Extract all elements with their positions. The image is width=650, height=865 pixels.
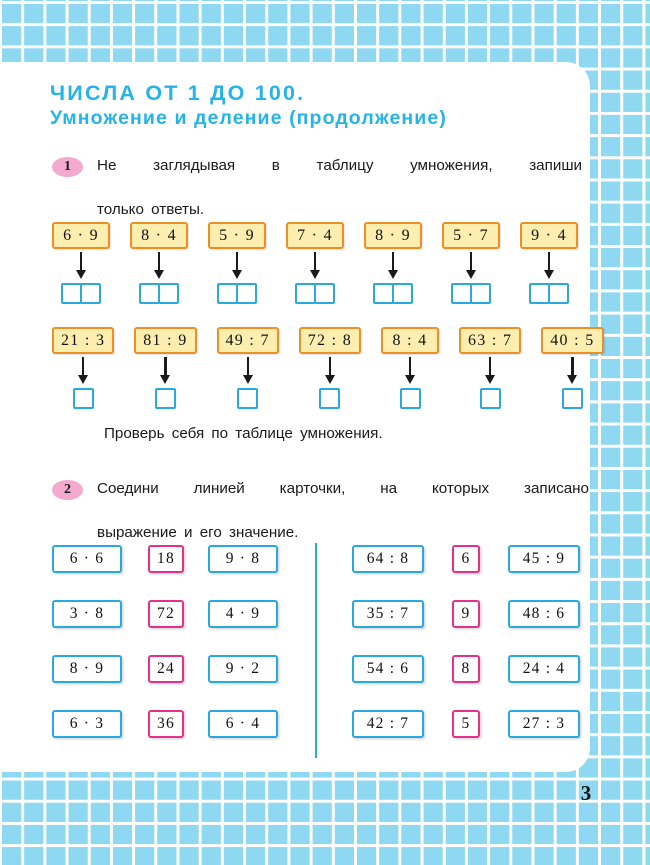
value-card[interactable]: 8: [452, 655, 480, 683]
page-number: 3: [580, 781, 592, 805]
match-left-value-column: [148, 545, 184, 738]
expression-card[interactable]: 6 · 6: [52, 545, 122, 573]
expression-card[interactable]: 6 · 4: [208, 710, 278, 738]
title-line-1: ЧИСЛА ОТ 1 ДО 100.: [50, 81, 306, 105]
expression-card[interactable]: 3 · 8: [52, 600, 122, 628]
expression-card[interactable]: 4 · 9: [208, 600, 278, 628]
value-card[interactable]: 24: [148, 655, 184, 683]
match-left-expression-column-b: [208, 545, 278, 738]
group-divider: [315, 543, 317, 758]
value-card[interactable]: 36: [148, 710, 184, 738]
expression-card[interactable]: 27 : 3: [508, 710, 580, 738]
division-expression-card: 21 : 3: [52, 327, 114, 354]
match-left-expression-column-a: [52, 545, 122, 738]
division-expression-card: 81 : 9: [134, 327, 196, 354]
value-card[interactable]: 6: [452, 545, 480, 573]
expression-card[interactable]: 8 · 9: [52, 655, 122, 683]
multiplication-expression-card: 7 · 4: [286, 222, 344, 249]
division-expression-card: 8 : 4: [381, 327, 439, 354]
value-card[interactable]: 5: [452, 710, 480, 738]
expression-card[interactable]: 45 : 9: [508, 545, 580, 573]
task-2-instruction-line-1: Соедини линией карточки, на которых записано: [97, 480, 589, 497]
expression-card[interactable]: 54 : 6: [352, 655, 424, 683]
task-1-instruction-line-1: Не заглядывая в таблицу умножения, запиши: [97, 157, 582, 174]
expression-card[interactable]: 42 : 7: [352, 710, 424, 738]
expression-card[interactable]: 6 · 3: [52, 710, 122, 738]
match-right-value-column: [452, 545, 480, 738]
division-expression-card: 49 : 7: [217, 327, 279, 354]
task-2-badge: 2: [52, 480, 83, 500]
multiplication-expression-card: 9 · 4: [520, 222, 578, 249]
multiplication-expression-card: 8 · 9: [364, 222, 422, 249]
expression-card[interactable]: 9 · 8: [208, 545, 278, 573]
expression-card[interactable]: 64 : 8: [352, 545, 424, 573]
task-1-instruction-line-2: только ответы.: [97, 201, 205, 218]
task-2-instruction-line-2: выражение и его значение.: [97, 524, 299, 541]
value-card[interactable]: 18: [148, 545, 184, 573]
match-right-expression-column-b: [508, 545, 580, 738]
multiplication-expression-card: 5 · 9: [208, 222, 266, 249]
task-1-footnote: Проверь себя по таблице умножения.: [104, 425, 383, 442]
title-line-2: Умножение и деление (продолжение): [50, 107, 447, 129]
match-right-expression-column-a: [352, 545, 424, 738]
division-expression-card: 63 : 7: [459, 327, 521, 354]
division-expression-card: 40 : 5: [541, 327, 603, 354]
multiplication-expression-card: 5 · 7: [442, 222, 500, 249]
expression-card[interactable]: 24 : 4: [508, 655, 580, 683]
expression-card[interactable]: 48 : 6: [508, 600, 580, 628]
value-card[interactable]: 9: [452, 600, 480, 628]
expression-card[interactable]: 35 : 7: [352, 600, 424, 628]
multiplication-expression-card: 8 · 4: [130, 222, 188, 249]
task-1-badge: 1: [52, 157, 83, 177]
expression-card[interactable]: 9 · 2: [208, 655, 278, 683]
multiplication-expression-card: 6 · 9: [52, 222, 110, 249]
division-expression-card: 72 : 8: [299, 327, 361, 354]
value-card[interactable]: 72: [148, 600, 184, 628]
